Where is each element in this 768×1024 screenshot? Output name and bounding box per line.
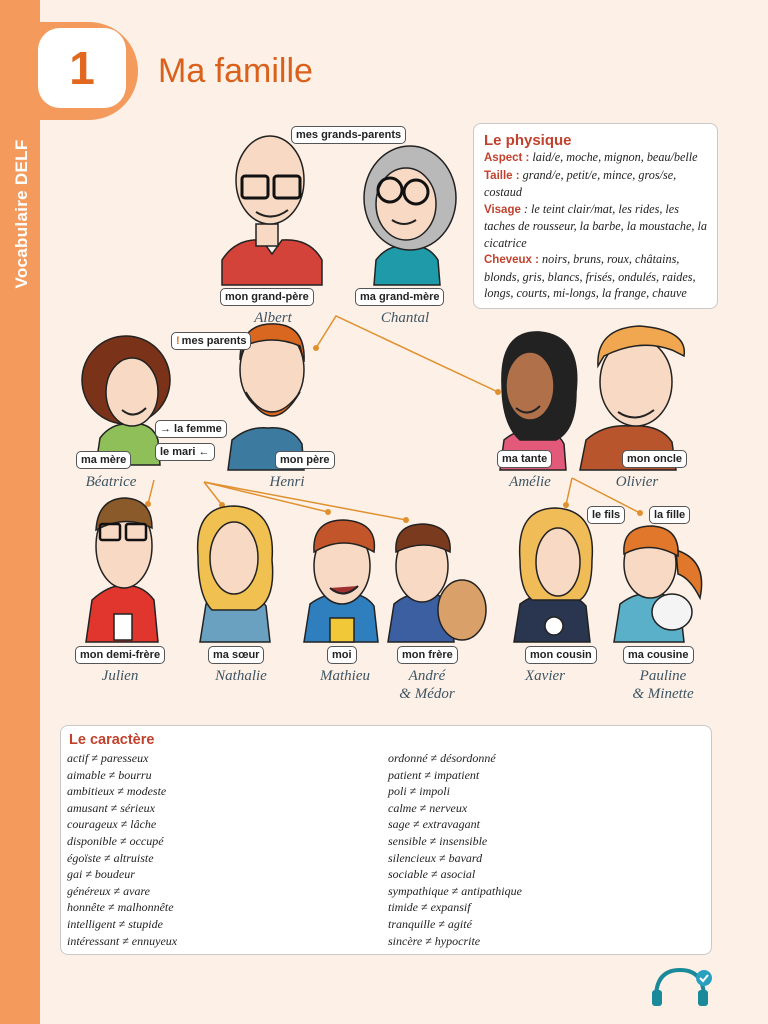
albert-illustration <box>222 136 322 285</box>
name-mathieu: Mathieu <box>320 668 370 684</box>
name-xavier: Xavier <box>525 668 565 684</box>
andre-medor-illustration <box>388 524 486 642</box>
caractere-item: tranquille ≠ agité <box>388 916 472 931</box>
role-grand-mere: ma grand-mère <box>355 288 444 306</box>
physique-cheveux: Cheveux : noirs, bruns, roux, châtains, blonds, gris, blancs, frisés, ondulés, raides, longs, courts, mi-longs, la frange, chauve <box>484 252 696 300</box>
role-oncle: mon oncle <box>622 450 687 468</box>
caractere-item: gai ≠ boudeur <box>67 867 135 882</box>
name-chantal: Chantal <box>380 310 430 326</box>
tag-grands-parents: mes grands-parents <box>291 126 406 144</box>
role-demi-frere: mon demi-frère <box>75 646 165 664</box>
caractere-item: sensible ≠ insensible <box>388 833 488 848</box>
caractere-item: sociable ≠ asocial <box>388 867 476 882</box>
page-title: Ma famille <box>158 52 313 90</box>
xavier-illustration <box>514 508 592 642</box>
name-pauline: Pauline & Minette <box>632 668 694 702</box>
caractere-title: Le caractère <box>69 732 155 748</box>
role-frere: mon frère <box>397 646 458 664</box>
caractere-item: intéressant ≠ ennuyeux <box>67 933 178 948</box>
caractere-item: aimable ≠ bourru <box>67 767 152 782</box>
caractere-item: calme ≠ nerveux <box>388 800 468 815</box>
headphones-icon[interactable] <box>650 964 714 1008</box>
julien-illustration <box>86 498 158 642</box>
role-cousin: mon cousin <box>525 646 597 664</box>
caractere-box <box>60 725 712 955</box>
nathalie-illustration <box>198 506 273 642</box>
caractere-item: intelligent ≠ stupide <box>67 916 163 931</box>
tag-parents: ! mes parents <box>171 332 251 350</box>
role-grand-pere: mon grand-père <box>220 288 314 306</box>
mathieu-illustration <box>304 520 378 642</box>
caractere-item: timide ≠ expansif <box>388 900 471 915</box>
chantal-illustration <box>364 146 456 285</box>
side-label: Vocabulaire DELF <box>12 139 31 289</box>
name-henri: Henri <box>269 474 305 490</box>
caractere-item: sage ≠ extravagant <box>388 817 480 832</box>
name-julien: Julien <box>101 668 139 684</box>
chapter-number: 1 <box>38 28 126 108</box>
tag-mari: le mari ← <box>155 443 215 461</box>
pauline-minette-illustration <box>614 526 702 642</box>
caractere-item: ambitieux ≠ modeste <box>67 784 167 799</box>
caractere-item: égoïste ≠ altruiste <box>67 850 154 865</box>
role-cousine: ma cousine <box>623 646 694 664</box>
name-andre: André & Médor <box>399 668 455 702</box>
caractere-item: courageux ≠ lâche <box>67 817 157 832</box>
role-tante: ma tante <box>497 450 552 468</box>
physique-visage: Visage : le teint clair/mat, les rides, les taches de rousseur, la barbe, la moustache, la cicatrice <box>484 201 707 250</box>
physique-aspect: Aspect : laid/e, moche, mignon, beau/belle <box>484 150 698 164</box>
tag-femme: → la femme <box>155 420 227 438</box>
name-amelie: Amélie <box>509 474 551 490</box>
caractere-item: honnête ≠ malhonnête <box>67 900 174 915</box>
caractere-item: sympathique ≠ antipathique <box>388 883 522 898</box>
name-olivier: Olivier <box>615 474 659 490</box>
name-nathalie: Nathalie <box>215 668 267 684</box>
caractere-item: généreux ≠ avare <box>67 883 150 898</box>
physique-taille: Taille : grand/e, petit/e, mince, gros/se, costaud <box>484 167 677 199</box>
caractere-item: silencieux ≠ bavard <box>388 850 483 865</box>
caractere-item: actif ≠ paresseux <box>67 751 149 765</box>
name-albert: Albert <box>254 310 292 326</box>
olivier-illustration <box>580 326 684 470</box>
check-icon <box>696 970 712 986</box>
caractere-item: sincère ≠ hypocrite <box>388 933 481 948</box>
warning-icon: ! <box>176 335 180 347</box>
caractere-left-column <box>67 750 177 949</box>
physique-title: Le physique <box>484 132 572 149</box>
caractere-right-column <box>388 750 522 949</box>
role-mere: ma mère <box>76 451 131 469</box>
role-moi: moi <box>327 646 357 664</box>
tag-fille: la fille <box>649 506 690 524</box>
role-soeur: ma sœur <box>208 646 264 664</box>
caractere-item: ordonné ≠ désordonné <box>388 751 496 765</box>
caractere-item: amusant ≠ sérieux <box>67 800 155 815</box>
name-beatrice: Béatrice <box>85 474 137 490</box>
caractere-item: disponible ≠ occupé <box>67 833 164 848</box>
role-pere: mon père <box>275 451 335 469</box>
caractere-item: patient ≠ impatient <box>388 767 480 782</box>
caractere-item: poli ≠ impoli <box>388 784 450 799</box>
tag-fils: le fils <box>587 506 625 524</box>
